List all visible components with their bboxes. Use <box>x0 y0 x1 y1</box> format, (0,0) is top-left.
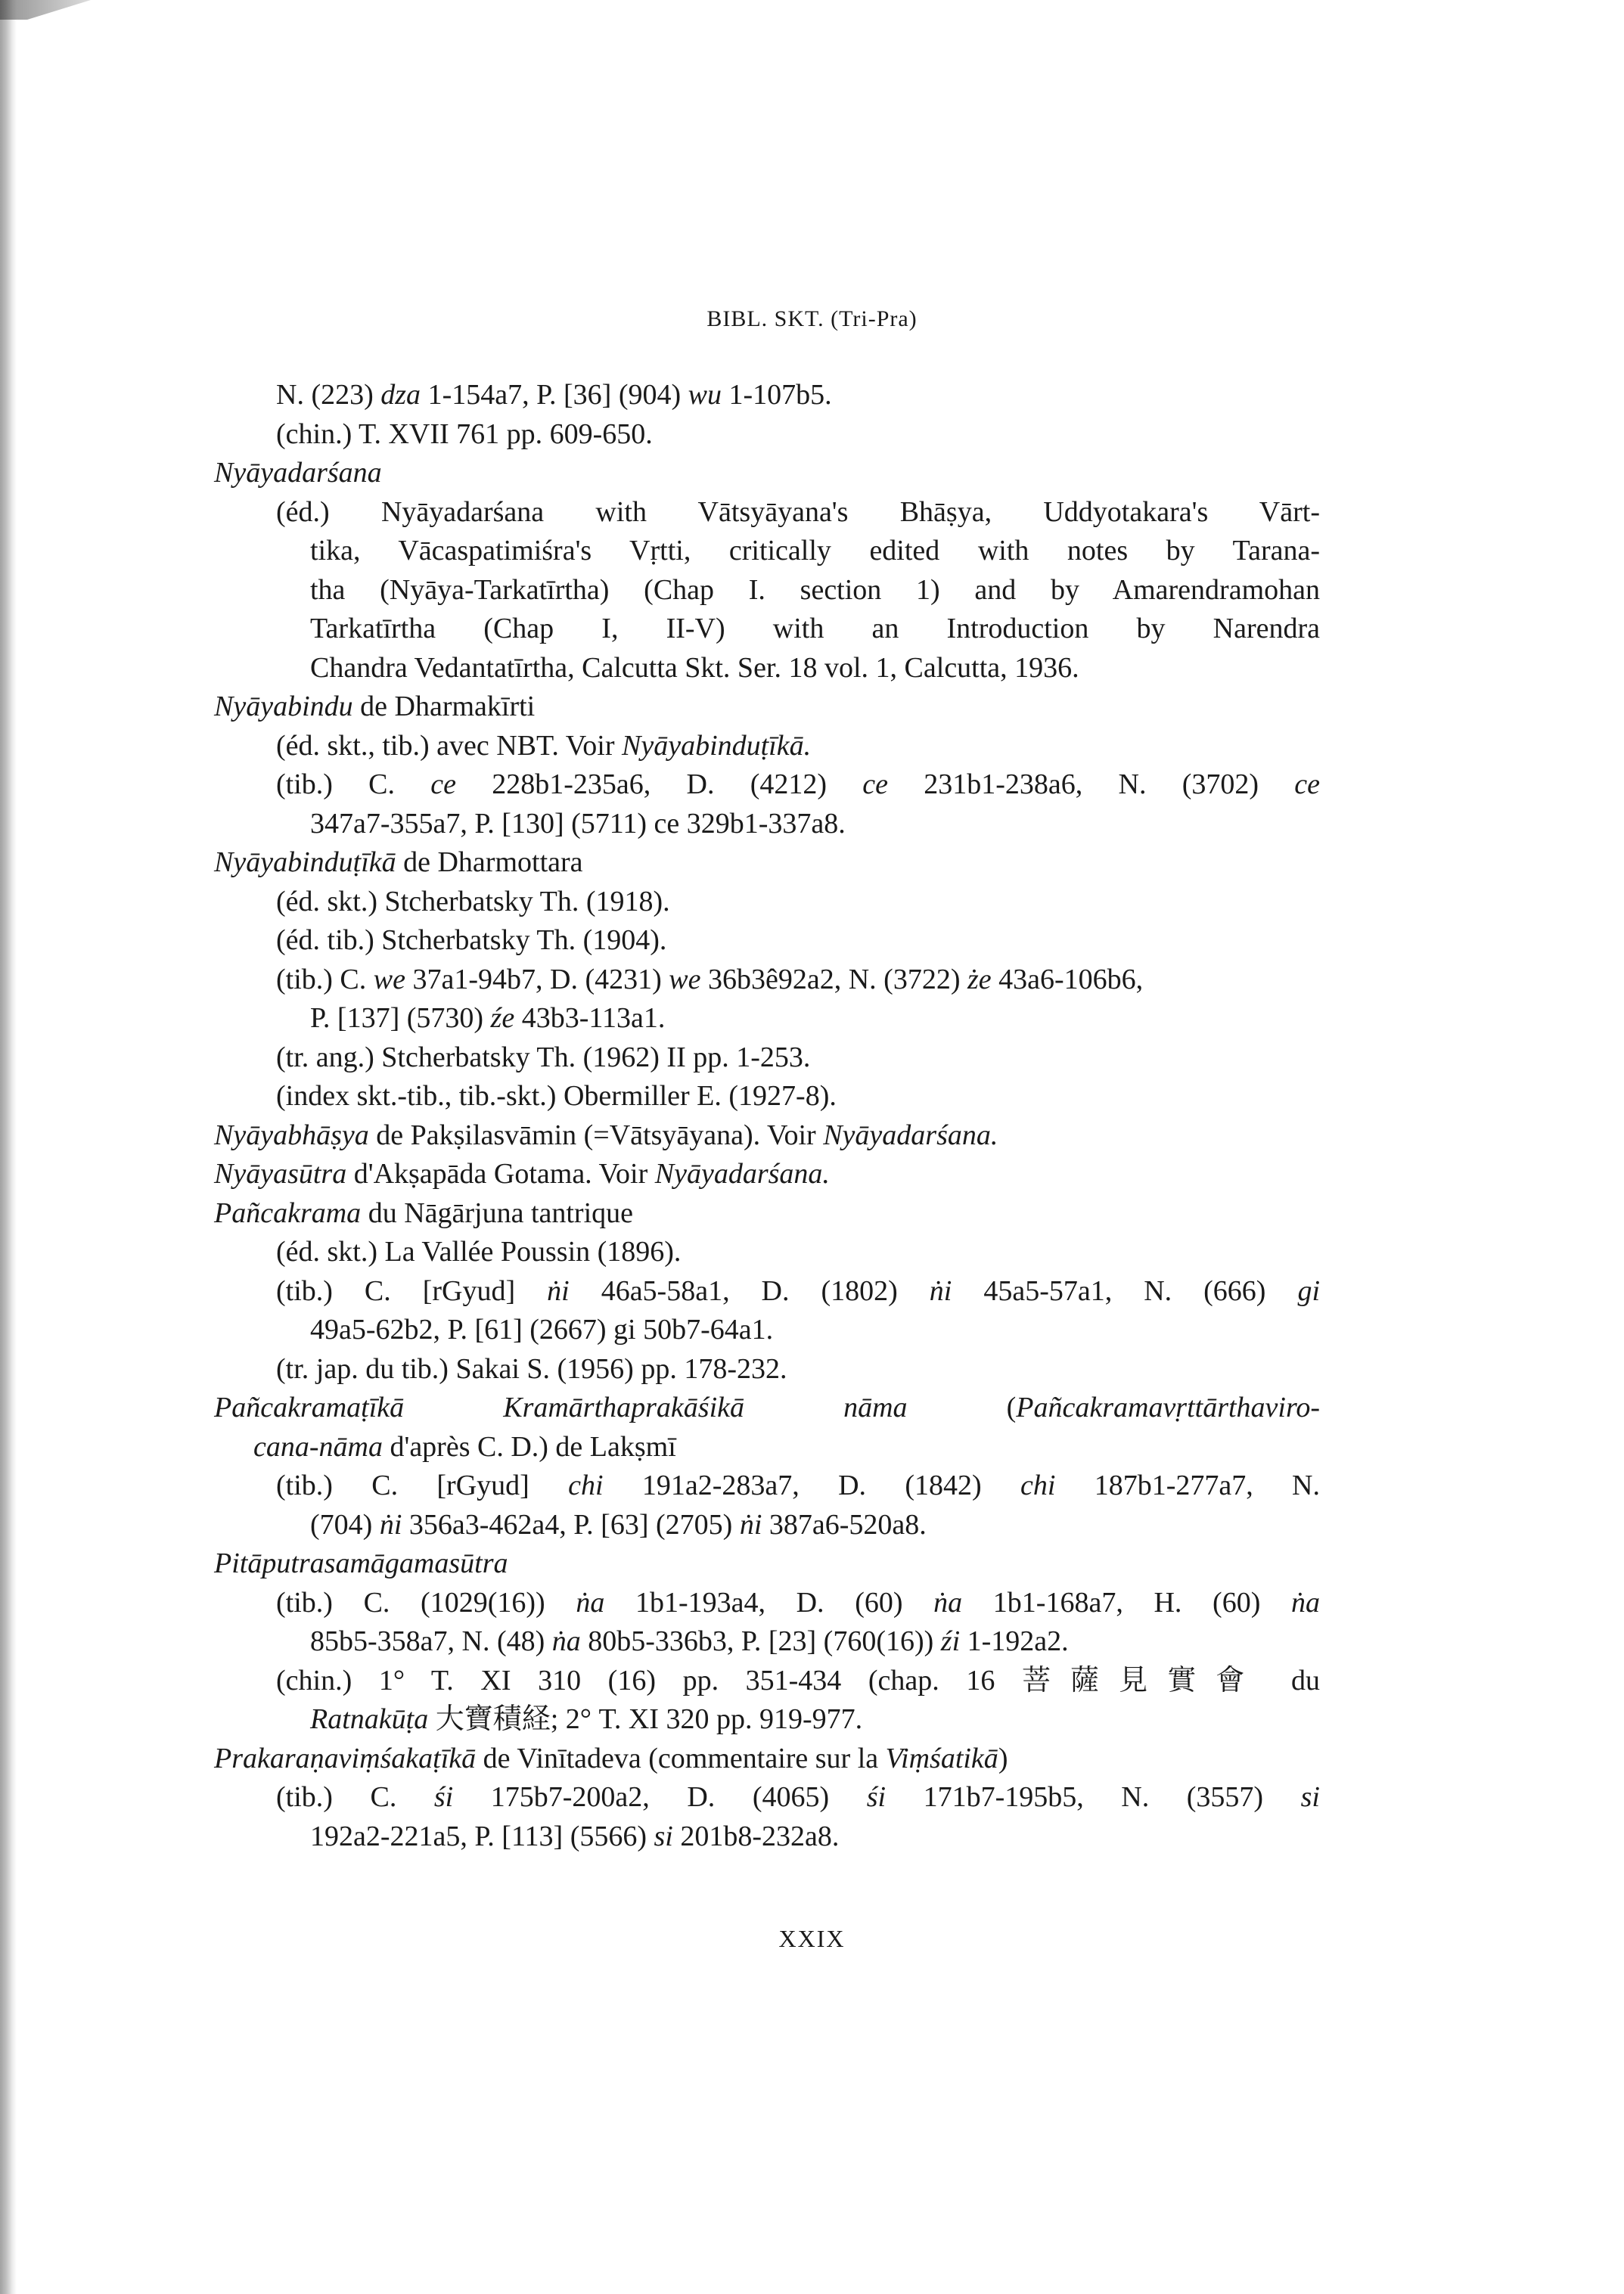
text: (éd.) Nyāyadarśana with Vātsyāyana's Bhāṣya, Uddyotakara's Vārt- <box>276 495 1320 528</box>
italic-text: Pañcakramavṛttārthaviro- <box>1016 1392 1321 1423</box>
italic-text: Viṃśatikā <box>885 1742 998 1774</box>
entry-detail-line <box>208 610 1320 649</box>
text: (tib.) C. (1029(16)) <box>276 1586 576 1619</box>
text: (tr. ang.) Stcherbatsky Th. (1962) II pp. 1-253. <box>276 1041 811 1073</box>
italic-text: we <box>669 963 701 995</box>
italic-text: Pañcakramaṭīkā Kramārthaprakāśikā nāma <box>214 1392 908 1423</box>
text: 191a2-283a7, D. (1842) <box>603 1470 1020 1501</box>
text: 43b3-113a1. <box>514 1002 666 1034</box>
text: (704) <box>310 1508 380 1541</box>
entry-title-line <box>208 688 1320 727</box>
italic-text: ṅa <box>576 1586 605 1619</box>
entry-detail-line <box>208 1662 1320 1701</box>
text: 1-107b5. <box>721 379 832 411</box>
text: de Pakṣilasvāmin (=Vātsyāyana). Voir <box>368 1119 824 1151</box>
text: Chandra Vedantatīrtha, Calcutta Skt. Ser. 18 vol. 1, Calcutta, 1936. <box>310 651 1079 684</box>
running-header: BIBL. SKT. (Tri-Pra) <box>706 306 918 331</box>
text: 37a1-94b7, D. (4231) <box>405 963 669 995</box>
italic-text: Prakaraṇaviṃśakaṭīkā <box>214 1742 477 1774</box>
text: 1b1-168a7, H. (60) <box>962 1586 1291 1619</box>
italic-text: Ratnakūṭa <box>310 1703 429 1735</box>
italic-text: Nyāyasūtra <box>214 1158 347 1190</box>
entry-detail-line <box>208 765 1320 805</box>
italic-text: Pañcakrama <box>214 1197 362 1229</box>
entry-detail-line <box>208 883 1320 922</box>
italic-text: Pitāputrasamāgamasūtra <box>214 1547 508 1579</box>
text: 85b5-358a7, N. (48) <box>310 1625 552 1657</box>
italic-text: Nyāyadarśana. <box>654 1158 830 1190</box>
entry-detail-line <box>208 1272 1320 1312</box>
entry-detail-line <box>208 961 1320 1000</box>
text: (éd. skt.) Stcherbatsky Th. (1918). <box>276 885 670 917</box>
text: ) <box>998 1742 1008 1774</box>
entry-detail-line <box>208 1700 1320 1740</box>
entry-detail-line <box>208 649 1320 688</box>
entry-detail-line <box>208 921 1320 961</box>
text: (tib.) C. [rGyud] <box>276 1274 548 1307</box>
text: d'après C. D.) de Lakṣmī <box>382 1430 676 1463</box>
text: (éd. skt.) La Vallée Poussin (1896). <box>276 1236 682 1268</box>
entry-detail-line <box>208 805 1320 844</box>
italic-text: Nyāyadarśana. <box>823 1119 998 1151</box>
text: 1b1-193a4, D. (60) <box>604 1586 934 1619</box>
text: (tr. jap. du tib.) Sakai S. (1956) pp. 178-232. <box>276 1352 787 1385</box>
italic-text: ṅa <box>933 1586 963 1619</box>
italic-text: Nyāyabindu <box>214 691 353 722</box>
italic-text: wu <box>688 379 722 411</box>
text: (chin.) T. XVII 761 pp. 609-650. <box>276 418 653 450</box>
text: (tib.) C. <box>276 963 374 995</box>
text: de Dharmakīrti <box>352 691 536 722</box>
entry-detail-line <box>208 1428 1320 1467</box>
text: 80b5-336b3, P. [23] (760(16)) <box>580 1625 941 1657</box>
text: tika, Vācaspatimiśra's Vṛtti, critically edited with notes by Tarana- <box>310 535 1320 567</box>
entry-detail-line <box>208 999 1320 1038</box>
text: 175b7-200a2, D. (4065) <box>453 1781 867 1813</box>
entry-detail-line <box>208 1038 1320 1078</box>
italic-text: Nyāyabhāṣya <box>214 1119 369 1151</box>
italic-text: ce <box>862 768 888 800</box>
text: 49a5-62b2, P. [61] (2667) gi 50b7-64a1. <box>310 1314 774 1346</box>
entry-detail-line <box>208 376 1320 415</box>
text: 1-154a7, P. [36] (904) <box>421 379 688 411</box>
italic-text: si <box>654 1820 673 1852</box>
entry-detail-line <box>208 1233 1320 1272</box>
page-number: XXIX <box>778 1925 846 1952</box>
entry-detail-line <box>208 415 1320 455</box>
text: 347a7-355a7, P. [130] (5711) ce 329b1-337a8. <box>310 807 846 840</box>
italic-text: ṅa <box>1291 1586 1320 1619</box>
entry-detail-line <box>208 1350 1320 1389</box>
entry-detail-line <box>208 1778 1320 1818</box>
text: d'Akṣapāda Gotama. Voir <box>346 1158 655 1190</box>
italic-text: źi <box>940 1625 961 1657</box>
text: de Vinītadeva (commentaire sur la <box>476 1742 886 1774</box>
text: P. [137] (5730) <box>310 1002 491 1034</box>
text: 201b8-232a8. <box>672 1820 840 1852</box>
bibliography-body <box>208 376 1320 1856</box>
italic-text: ce <box>430 768 456 800</box>
entry-detail-line <box>208 571 1320 610</box>
entry-detail-line <box>208 1467 1320 1506</box>
italic-text: ṅi <box>547 1274 570 1307</box>
entry-detail-line <box>208 1584 1320 1623</box>
text: (tib.) C. <box>276 1781 434 1813</box>
text: Tarkatīrtha (Chap I, II-V) with an Introduction by Narendra <box>310 613 1320 644</box>
text: (chin.) 1° T. XI 310 (16) pp. 351-434 (chap. 16 菩薩見實會 du <box>276 1664 1320 1696</box>
entry-detail-line <box>208 1077 1320 1116</box>
entry-title-line <box>208 1389 1320 1428</box>
text: 43a6-106b6, <box>991 963 1144 995</box>
text: (éd. skt., tib.) avec NBT. Voir <box>276 729 622 762</box>
text: 1-192a2. <box>960 1625 1069 1657</box>
entry-detail-line <box>208 727 1320 766</box>
entry-detail-line <box>208 1311 1320 1350</box>
entry-title-line <box>208 454 1320 493</box>
text: (tib.) C. [rGyud] <box>276 1470 569 1501</box>
entry-title-line <box>208 1155 1320 1194</box>
text: (index skt.-tib., tib.-skt.) Obermiller E. (1927-8). <box>276 1080 837 1112</box>
text: N. (223) <box>276 379 381 411</box>
italic-text: ṅi <box>929 1274 952 1307</box>
entry-title-line <box>208 1194 1320 1234</box>
text: 45a5-57a1, N. (666) <box>952 1274 1298 1307</box>
text: 171b7-195b5, N. (3557) <box>886 1781 1301 1813</box>
italic-text: si <box>1300 1781 1320 1813</box>
italic-text: we <box>373 963 405 995</box>
text: 46a5-58a1, D. (1802) <box>569 1274 930 1307</box>
entry-detail-line <box>208 1506 1320 1545</box>
text: 231b1-238a6, N. (3702) <box>888 768 1295 800</box>
text: du Nāgārjuna tantrique <box>361 1197 633 1229</box>
entry-detail-line <box>208 532 1320 571</box>
italic-text: ṅi <box>739 1508 762 1541</box>
text: 192a2-221a5, P. [113] (5566) <box>310 1820 654 1852</box>
entry-detail-line <box>208 1622 1320 1662</box>
text: 387a6-520a8. <box>762 1508 927 1541</box>
entry-title-line <box>208 1544 1320 1584</box>
italic-text: cana-nāma <box>253 1430 383 1463</box>
text: 228b1-235a6, D. (4212) <box>456 768 863 800</box>
italic-text: że <box>967 963 992 995</box>
italic-text: śi <box>866 1781 887 1813</box>
italic-text: chi <box>568 1470 604 1501</box>
entry-title-line <box>208 1116 1320 1156</box>
text: 36b3ê92a2, N. (3722) <box>700 963 967 995</box>
italic-text: śi <box>433 1781 454 1813</box>
italic-text: źe <box>490 1002 515 1034</box>
italic-text: Nyāyadarśana <box>214 457 382 489</box>
entry-detail-line <box>208 493 1320 532</box>
entry-detail-line <box>208 1818 1320 1857</box>
text: 大寶積経; 2° T. XI 320 pp. 919-977. <box>428 1703 863 1735</box>
text: (éd. tib.) Stcherbatsky Th. (1904). <box>276 924 667 956</box>
text: 356a3-462a4, P. [63] (2705) <box>402 1508 740 1541</box>
italic-text: Nyāyabinduṭīkā. <box>621 729 812 762</box>
italic-text: chi <box>1020 1470 1056 1501</box>
italic-text: ce <box>1294 768 1320 800</box>
italic-text: gi <box>1297 1274 1321 1307</box>
text: de Dharmottara <box>396 846 583 878</box>
text: 187b1-277a7, N. <box>1055 1470 1320 1501</box>
scan-corner-mark <box>0 0 91 20</box>
italic-text: ṅi <box>379 1508 402 1541</box>
italic-text: Nyāyabinduṭīkā <box>214 846 396 878</box>
entry-title-line <box>208 1740 1320 1779</box>
text: tha (Nyāya-Tarkatīrtha) (Chap I. section 1) and by Amarendramohan <box>310 573 1320 606</box>
text: (tib.) C. <box>276 768 431 800</box>
text: ( <box>907 1392 1017 1423</box>
entry-title-line <box>208 843 1320 883</box>
italic-text: ṅa <box>551 1625 581 1657</box>
italic-text: dza <box>380 379 421 411</box>
